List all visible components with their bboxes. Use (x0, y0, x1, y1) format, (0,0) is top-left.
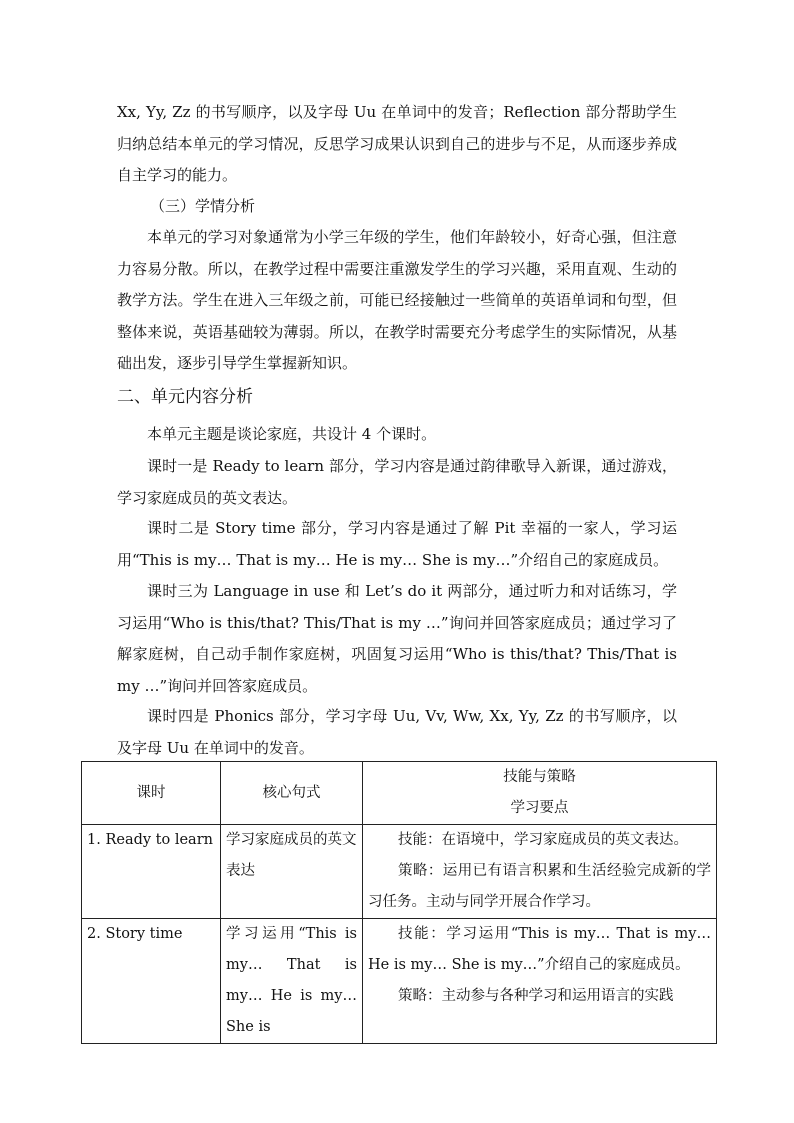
cell-skill-text: 技能：学习运用“This is my… That is my… He is my… She is my…”介绍自己的家庭成员。 (368, 926, 711, 973)
cell-skills (363, 825, 717, 919)
paragraph-lesson-1: 课时一是 Ready to learn 部分，学习内容是通过韵律歌导入新课，通过游戏，学习家庭成员的英文表达。 (117, 457, 677, 507)
paragraph-lesson-2: 课时二是 Story time 部分，学习内容是通过了解 Pit 幸福的一家人，学习运用“This is my… That is my… He is my… She is my…”介绍自己的家庭成员。 (117, 519, 677, 569)
cell-strategy-text: 策略：运用已有语言积累和生活经验完成新的学习任务。主动与同学开展合作学习。 (368, 863, 711, 910)
paragraph-lesson-3: 课时三为 Language in use 和 Let’s do it 两部分，通过听力和对话练习，学习运用“Who is this/that? This/That is my …”询问并回答家庭成员；通过学习了解家庭树，自己动手制作家庭树，巩固复习运用“Who is this/that? This/That is my …”询问并回答家庭成员。 (117, 582, 677, 695)
header-keypoints-line: 学习要点 (510, 800, 569, 816)
cell-skill-text: 技能：在语境中，学习家庭成员的英文表达。 (398, 832, 688, 848)
paragraph-learner-analysis: 本单元的学习对象通常为小学三年级的学生，他们年龄较小，好奇心强，但注意力容易分散。所以，在教学过程中需要注重激发学生的学习兴趣，采用直观、生动的教学方法。学生在进入三年级之前，可能已经接触过一些简单的英语单词和句型，但整体来说，英语基础较为薄弱。所以，在教学时需要充分考虑学生的实际情况，从基础出发，逐步引导学生掌握新知识。 (117, 228, 677, 372)
cell-lesson: 2. Story time (82, 919, 221, 1044)
cell-core: 学习家庭成员的英文表达 (221, 825, 363, 919)
table-row (82, 825, 717, 919)
header-lesson: 课时 (82, 762, 221, 825)
heading-unit-content-analysis: 二、单元内容分析 (117, 387, 253, 407)
header-core-sentences: 核心句式 (221, 762, 363, 825)
subheading-learner-analysis: （三）学情分析 (150, 197, 256, 215)
paragraph-lesson-4: 课时四是 Phonics 部分，学习字母 Uu, Vv, Ww, Xx, Yy, Zz 的书写顺序，以及字母 Uu 在单词中的发音。 (117, 707, 677, 757)
paragraph-unit-intro: 本单元主题是谈论家庭，共设计 4 个课时。 (147, 425, 437, 443)
table-header-row (82, 762, 717, 825)
paragraph-unit-overview-end: Xx, Yy, Zz 的书写顺序，以及字母 Uu 在单词中的发音；Reflection 部分帮助学生归纳总结本单元的学习情况，反思学习成果认识到自己的进步与不足，从而逐步养成自主学习的能力。 (117, 103, 677, 184)
lesson-table (81, 761, 717, 1044)
header-skills-line: 技能与策略 (503, 769, 576, 785)
header-skills-strategies (363, 762, 717, 825)
cell-lesson: 1. Ready to learn (82, 825, 221, 919)
table-row (82, 919, 717, 1044)
cell-skills (363, 919, 717, 1044)
cell-strategy-text: 策略：主动参与各种学习和运用语言的实践 (398, 988, 674, 1004)
cell-core: 学习运用“This is my… That is my… He is my… She is (221, 919, 363, 1044)
